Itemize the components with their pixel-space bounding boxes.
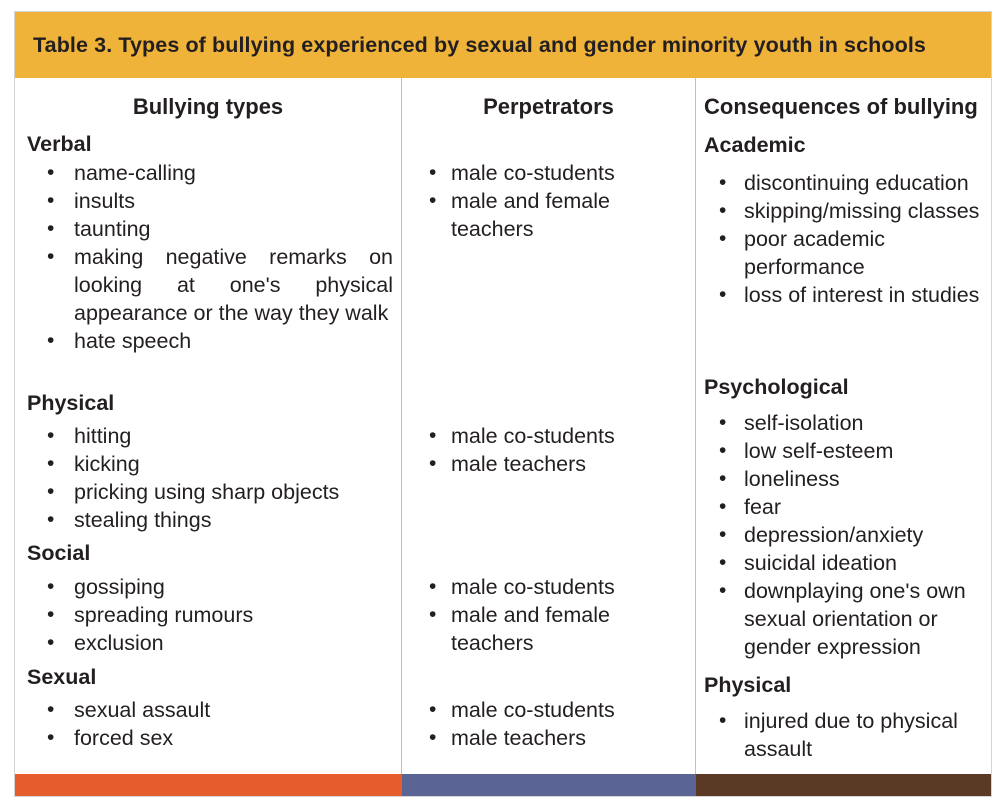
list-item: • name-calling: [27, 159, 393, 187]
list-item: • male co-students: [402, 422, 672, 450]
header-perpetrators: Perpetrators: [483, 94, 614, 119]
list-item: • male co-students: [402, 159, 672, 187]
section-verbal: Verbal: [27, 132, 92, 156]
list-item: • insults: [27, 187, 393, 215]
list-perpetrators-physical: [402, 422, 672, 478]
footer-bar-brown: [696, 774, 991, 796]
list-item: • forced sex: [27, 724, 393, 752]
list-item: • loss of interest in studies: [696, 281, 986, 309]
list-item: • male co-students: [402, 573, 672, 601]
list-item: • injured due to physical assault: [696, 707, 986, 763]
list-academic: [696, 169, 986, 309]
list-item: • kicking: [27, 450, 393, 478]
list-perpetrators-sexual: [402, 696, 672, 752]
table-title: Table 3. Types of bullying experienced by sexual and gender minority youth in schools: [33, 32, 926, 57]
footer-bar-orange: [15, 774, 402, 796]
list-item: • low self-esteem: [696, 437, 986, 465]
list-item: • discontinuing education: [696, 169, 986, 197]
section-social: Social: [27, 541, 91, 565]
list-item: • self-isolation: [696, 409, 986, 437]
footer-bar-blue: [402, 774, 696, 796]
table-title-bar: [15, 12, 991, 78]
list-item: • loneliness: [696, 465, 986, 493]
list-item: • sexual assault: [27, 696, 393, 724]
list-item: • male and female teachers: [402, 601, 672, 657]
list-perpetrators-verbal: [402, 159, 672, 243]
list-item: • male and female teachers: [402, 187, 672, 243]
list-item: • exclusion: [27, 629, 393, 657]
header-consequences: Consequences of bullying: [704, 94, 978, 119]
column-consequences: [696, 78, 991, 774]
list-item: • male co-students: [402, 696, 672, 724]
list-item: • depression/anxiety: [696, 521, 986, 549]
list-item: • gossiping: [27, 573, 393, 601]
column-bullying-types: [15, 78, 402, 774]
list-item: • making negative remarks on looking at one's physical appearance or the way they walk: [27, 243, 393, 327]
list-sexual: [27, 696, 393, 752]
list-item: • male teachers: [402, 724, 672, 752]
list-physical: [27, 422, 393, 534]
section-physical-consequences: Physical: [704, 673, 792, 697]
list-verbal: [27, 159, 393, 355]
list-item: • downplaying one's own sexual orientation or gender expression: [696, 577, 986, 661]
list-item: • suicidal ideation: [696, 549, 986, 577]
list-perpetrators-social: [402, 573, 672, 657]
column-perpetrators: [402, 78, 696, 774]
list-item: • fear: [696, 493, 986, 521]
list-social: [27, 573, 393, 657]
list-item: • skipping/missing classes: [696, 197, 986, 225]
section-physical: Physical: [27, 391, 115, 415]
section-academic: Academic: [704, 133, 806, 157]
list-physical-consequences: [696, 707, 986, 763]
header-bullying-types: Bullying types: [132, 94, 284, 119]
list-item: • stealing things: [27, 506, 393, 534]
list-item: • hitting: [27, 422, 393, 450]
list-psychological: [696, 409, 986, 661]
list-item: • pricking using sharp objects: [27, 478, 393, 506]
list-item: • hate speech: [27, 327, 393, 355]
list-item: • male teachers: [402, 450, 672, 478]
list-item: • spreading rumours: [27, 601, 393, 629]
section-sexual: Sexual: [27, 665, 97, 689]
list-item: • taunting: [27, 215, 393, 243]
section-psychological: Psychological: [704, 375, 849, 399]
list-item: • poor academic performance: [696, 225, 986, 281]
bullying-table: [14, 11, 992, 797]
